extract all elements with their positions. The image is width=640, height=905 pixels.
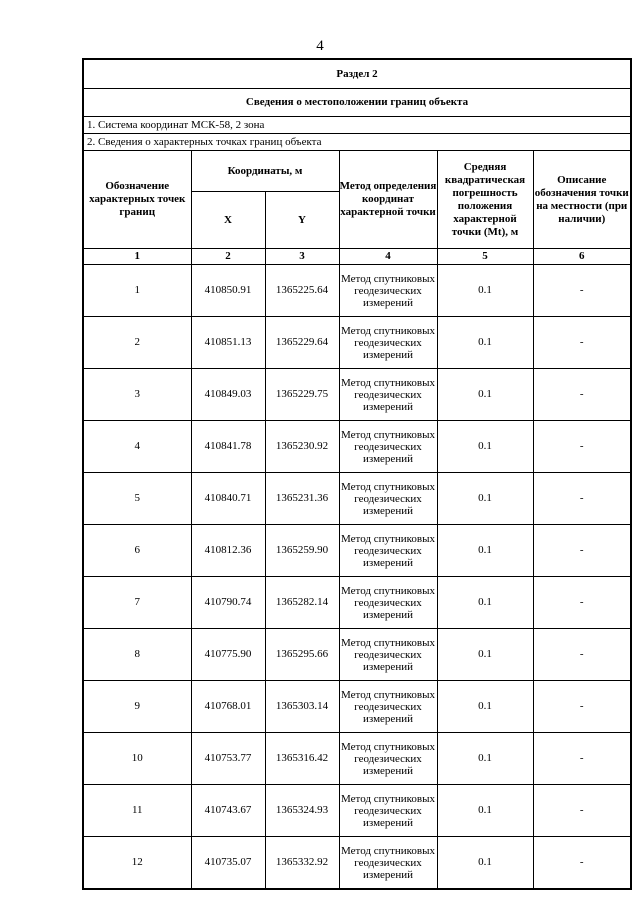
boundary-points-table — [82, 58, 632, 890]
method-cell: Метод спутниковых геодезических измерений — [339, 525, 437, 577]
point-number-cell: 7 — [83, 577, 191, 629]
point-number-cell: 8 — [83, 629, 191, 681]
column-number: 5 — [437, 249, 533, 265]
description-cell: - — [533, 837, 631, 890]
table-row — [83, 785, 631, 837]
description-cell: - — [533, 525, 631, 577]
error-cell: 0.1 — [437, 265, 533, 317]
method-cell: Метод спутниковых геодезических измерений — [339, 681, 437, 733]
x-coordinate-cell: 410849.03 — [191, 369, 265, 421]
point-number-cell: 9 — [83, 681, 191, 733]
point-number-cell: 4 — [83, 421, 191, 473]
header-method: Метод определения координат характерной точки — [339, 151, 437, 249]
x-coordinate-cell: 410790.74 — [191, 577, 265, 629]
column-number: 6 — [533, 249, 631, 265]
page-number: 4 — [316, 38, 324, 54]
method-cell: Метод спутниковых геодезических измерений — [339, 785, 437, 837]
error-cell: 0.1 — [437, 733, 533, 785]
column-number: 3 — [265, 249, 339, 265]
description-cell: - — [533, 681, 631, 733]
table-row — [83, 577, 631, 629]
point-number-cell: 6 — [83, 525, 191, 577]
error-cell: 0.1 — [437, 473, 533, 525]
error-cell: 0.1 — [437, 681, 533, 733]
x-coordinate-cell: 410812.36 — [191, 525, 265, 577]
point-number-cell: 2 — [83, 317, 191, 369]
y-coordinate-cell: 1365230.92 — [265, 421, 339, 473]
column-number: 2 — [191, 249, 265, 265]
y-coordinate-cell: 1365229.64 — [265, 317, 339, 369]
point-number-cell: 12 — [83, 837, 191, 890]
point-number-cell: 11 — [83, 785, 191, 837]
x-coordinate-cell: 410753.77 — [191, 733, 265, 785]
header-description: Описание обозначения точки на местности (при наличии) — [533, 151, 631, 249]
description-cell: - — [533, 421, 631, 473]
table-row — [83, 317, 631, 369]
error-cell: 0.1 — [437, 629, 533, 681]
x-coordinate-cell: 410841.78 — [191, 421, 265, 473]
table-row — [83, 733, 631, 785]
error-cell: 0.1 — [437, 525, 533, 577]
y-coordinate-cell: 1365231.36 — [265, 473, 339, 525]
y-coordinate-cell: 1365324.93 — [265, 785, 339, 837]
y-coordinate-cell: 1365259.90 — [265, 525, 339, 577]
x-coordinate-cell: 410768.01 — [191, 681, 265, 733]
description-cell: - — [533, 473, 631, 525]
method-cell: Метод спутниковых геодезических измерений — [339, 473, 437, 525]
table-row — [83, 681, 631, 733]
error-cell: 0.1 — [437, 577, 533, 629]
error-cell: 0.1 — [437, 369, 533, 421]
points-body — [83, 265, 631, 890]
column-number-row — [83, 249, 631, 265]
point-number-cell: 5 — [83, 473, 191, 525]
coord-system-line: 1. Система координат МСК-58, 2 зона — [83, 117, 631, 134]
header-y: Y — [265, 192, 339, 249]
table-row — [83, 629, 631, 681]
description-cell: - — [533, 577, 631, 629]
description-cell: - — [533, 369, 631, 421]
description-cell: - — [533, 733, 631, 785]
error-cell: 0.1 — [437, 785, 533, 837]
error-cell: 0.1 — [437, 421, 533, 473]
y-coordinate-cell: 1365225.64 — [265, 265, 339, 317]
point-number-cell: 3 — [83, 369, 191, 421]
table-row — [83, 837, 631, 890]
description-cell: - — [533, 629, 631, 681]
y-coordinate-cell: 1365282.14 — [265, 577, 339, 629]
table-row — [83, 473, 631, 525]
header-x: X — [191, 192, 265, 249]
x-coordinate-cell: 410850.91 — [191, 265, 265, 317]
header-designation: Обозначение характерных точек границ — [83, 151, 191, 249]
column-number: 4 — [339, 249, 437, 265]
y-coordinate-cell: 1365295.66 — [265, 629, 339, 681]
column-number: 1 — [83, 249, 191, 265]
method-cell: Метод спутниковых геодезических измерений — [339, 577, 437, 629]
method-cell: Метод спутниковых геодезических измерений — [339, 421, 437, 473]
method-cell: Метод спутниковых геодезических измерений — [339, 369, 437, 421]
y-coordinate-cell: 1365229.75 — [265, 369, 339, 421]
y-coordinate-cell: 1365332.92 — [265, 837, 339, 890]
description-cell: - — [533, 317, 631, 369]
point-number-cell: 1 — [83, 265, 191, 317]
table-row — [83, 369, 631, 421]
point-number-cell: 10 — [83, 733, 191, 785]
table-row — [83, 265, 631, 317]
table-row — [83, 421, 631, 473]
method-cell: Метод спутниковых геодезических измерений — [339, 629, 437, 681]
x-coordinate-cell: 410775.90 — [191, 629, 265, 681]
error-cell: 0.1 — [437, 837, 533, 890]
error-cell: 0.1 — [437, 317, 533, 369]
section-subtitle: Сведения о местоположении границ объекта — [83, 89, 631, 117]
header-coordinates: Координаты, м — [191, 151, 339, 192]
x-coordinate-cell: 410735.07 — [191, 837, 265, 890]
method-cell: Метод спутниковых геодезических измерений — [339, 265, 437, 317]
points-heading-line: 2. Сведения о характерных точках границ объекта — [83, 134, 631, 151]
method-cell: Метод спутниковых геодезических измерений — [339, 837, 437, 890]
boundary-table-container — [82, 58, 630, 890]
y-coordinate-cell: 1365303.14 — [265, 681, 339, 733]
table-row — [83, 525, 631, 577]
method-cell: Метод спутниковых геодезических измерений — [339, 317, 437, 369]
description-cell: - — [533, 785, 631, 837]
section-title: Раздел 2 — [83, 59, 631, 89]
header-error: Средняя квадратическая погрешность положения характерной точки (Mt), м — [437, 151, 533, 249]
y-coordinate-cell: 1365316.42 — [265, 733, 339, 785]
x-coordinate-cell: 410851.13 — [191, 317, 265, 369]
x-coordinate-cell: 410840.71 — [191, 473, 265, 525]
description-cell: - — [533, 265, 631, 317]
method-cell: Метод спутниковых геодезических измерений — [339, 733, 437, 785]
x-coordinate-cell: 410743.67 — [191, 785, 265, 837]
